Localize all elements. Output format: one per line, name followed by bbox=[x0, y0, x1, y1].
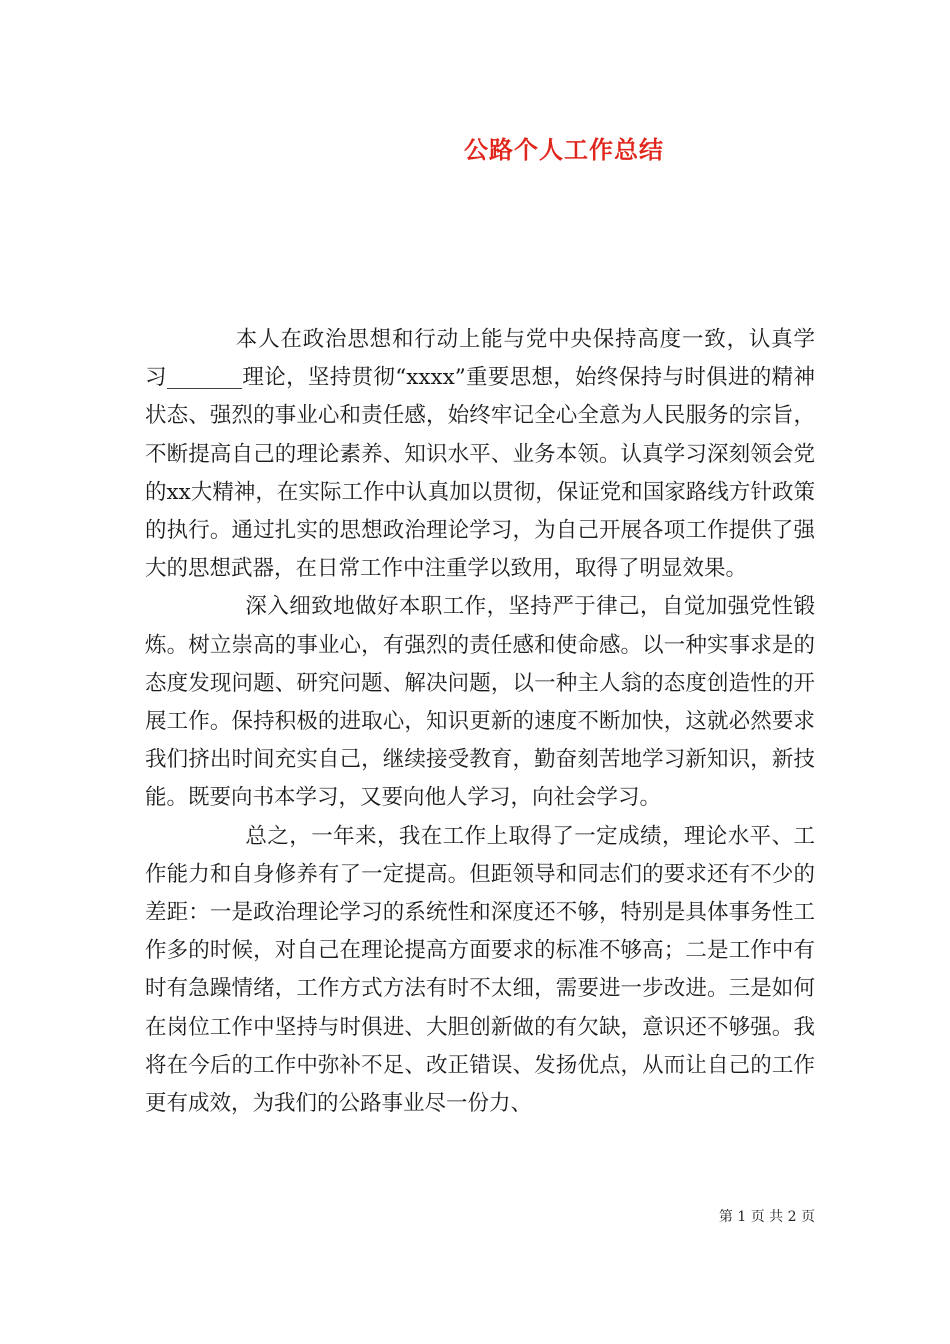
paragraph-1-text: 本人在政治思想和行动上能与党中央保持高度一致，认真学习_______理论，坚持贯彻“xxxx”重要思想，始终保持与时俱进的精神状态、强烈的事业心和责任感，始终牢记全心全意为人民服务的宗旨，不断提高自己的理论素养、知识水平、业务本领。认真学习深刻领会党的xx大精神，在实际工作中认真加以贯彻，保证党和国家路线方针政策的执行。通过扎实的思想政治理论学习，为自己开展各项工作提供了强大的思想武器，在日常工作中注重学以致用，取得了明显效果。 bbox=[145, 327, 815, 582]
page-number: 第 1 页 共 2 页 bbox=[718, 1209, 815, 1225]
paragraph-3-text: 总之，一年来，我在工作上取得了一定成绩，理论水平、工作能力和自身修养有了一定提高。但距领导和同志们的要求还有不少的差距：一是政治理论学习的系统性和深度还不够，特别是具体事务性工作多的时候，对自己在理论提高方面要求的标准不够高；二是工作中有时有急躁情绪，工作方式方法有时不太细，需要进一步改进。三是如何在岗位工作中坚持与时俱进、大胆创新做的有欠缺，意识还不够强。我将在今后的工作中弥补不足、改正错误、发扬优点，从而让自己的工作更有成效，为我们的公路事业尽一份力、 bbox=[145, 823, 815, 1117]
paragraph-3 bbox=[145, 818, 815, 1124]
document-title: 公路个人工作总结 bbox=[464, 135, 664, 164]
paragraph-2 bbox=[145, 588, 815, 817]
paragraph-2-text: 深入细致地做好本职工作，坚持严于律己，自觉加强党性锻炼。树立崇高的事业心，有强烈的责任感和使命感。以一种实事求是的态度发现问题、研究问题、解决问题，以一种主人翁的态度创造性的开展工作。保持积极的进取心，知识更新的速度不断加快，这就必然要求我们挤出时间充实自己，继续接受教育，勤奋刻苦地学习新知识，新技能。既要向书本学习，又要向他人学习，向社会学习。 bbox=[145, 594, 815, 811]
paragraph-1 bbox=[145, 321, 815, 588]
document-body bbox=[145, 321, 815, 1123]
